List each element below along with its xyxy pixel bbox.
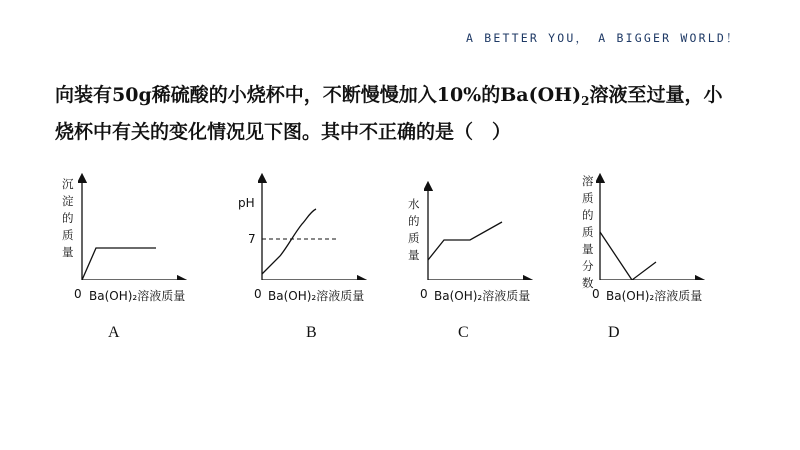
graph-c-xlabel: Ba(OH)₂溶液质量 xyxy=(434,289,531,303)
option-a-label: A xyxy=(108,324,120,341)
question-line-1 xyxy=(55,80,755,117)
graph-d-curve xyxy=(600,232,656,280)
graph-d-xlabel: Ba(OH)₂溶液质量 xyxy=(606,289,703,303)
graph-d-plot xyxy=(596,170,706,280)
graph-c-curve xyxy=(428,222,502,260)
graph-a-curve xyxy=(82,248,156,280)
question-line-1-end: 溶液至过量，小 xyxy=(589,84,723,106)
question-line-1-main: 向装有50g稀硫酸的小烧杯中，不断慢慢加入10%的Ba(OH) xyxy=(55,84,582,106)
graph-b-origin: 0 xyxy=(254,287,262,301)
option-c-label: C xyxy=(458,324,469,341)
option-b-label: B xyxy=(306,324,317,341)
graph-c-ylabel: 水的质量 xyxy=(408,197,420,262)
graph-b-curve xyxy=(262,209,316,274)
question-subscript: 2 xyxy=(581,94,590,108)
graph-c-plot xyxy=(424,180,534,280)
graph-a-ylabel: 沉淀的质量 xyxy=(62,177,74,259)
graph-b-ylabel: pH xyxy=(238,196,255,210)
option-d-label: D xyxy=(608,324,620,341)
graph-d-ylabel: 溶质的质量分数 xyxy=(582,174,594,290)
question-line-2: 烧杯中有关的变化情况见下图。其中不正确的是（ ） xyxy=(55,121,512,143)
graph-a-xlabel: Ba(OH)₂溶液质量 xyxy=(89,289,186,303)
graph-a-plot xyxy=(78,170,188,280)
header-slogan: A BETTER YOU， A BIGGER WORLD！ xyxy=(466,31,740,45)
graph-d-origin: 0 xyxy=(592,287,600,301)
question-text xyxy=(55,80,755,148)
graph-c-origin: 0 xyxy=(420,287,428,301)
graph-b-plot xyxy=(258,172,368,280)
graph-b-tick-7: 7 xyxy=(248,232,256,246)
graph-b-xlabel: Ba(OH)₂溶液质量 xyxy=(268,289,365,303)
graph-a-origin: 0 xyxy=(74,287,82,301)
